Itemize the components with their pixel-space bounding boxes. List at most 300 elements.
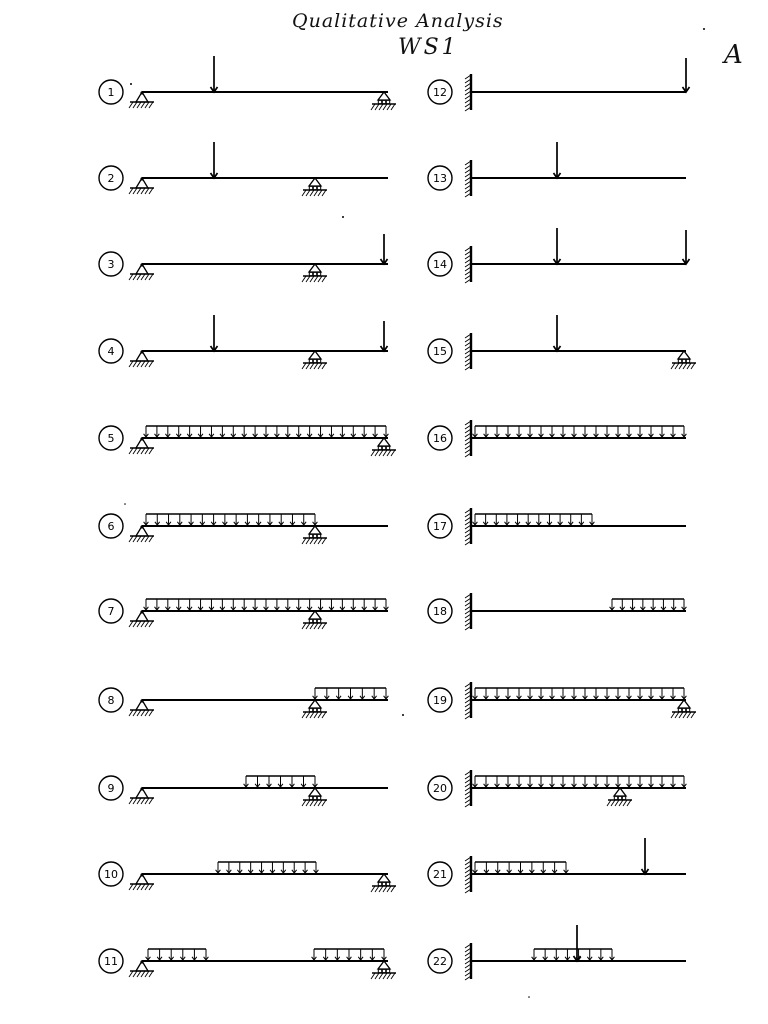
roller-support <box>371 438 396 456</box>
load-arrow <box>256 514 261 525</box>
pin-support <box>129 91 154 108</box>
diagram-number: 18 <box>433 605 447 618</box>
diagram-number: 15 <box>433 345 447 358</box>
point-load-arrow <box>683 230 690 264</box>
load-arrow <box>517 688 522 699</box>
load-arrow <box>568 514 573 525</box>
load-arrow <box>473 776 478 787</box>
load-arrow <box>244 776 249 787</box>
load-arrow <box>275 426 280 437</box>
roller-support <box>302 700 327 718</box>
load-arrow <box>616 776 621 787</box>
ground-hatch <box>302 363 327 369</box>
load-arrow <box>348 688 353 699</box>
ground-hatch <box>671 363 696 369</box>
load-arrow <box>384 688 389 699</box>
roller-support <box>302 178 327 196</box>
beam-diagram-12 <box>428 58 690 111</box>
load-arrow <box>528 688 533 699</box>
load-arrow <box>561 776 566 787</box>
load-arrow <box>638 426 643 437</box>
pin-support <box>129 263 154 280</box>
load-arrow <box>209 599 214 610</box>
pin-support <box>129 873 154 890</box>
distributed-load <box>473 862 569 873</box>
load-arrow <box>671 776 676 787</box>
diagram-number: 6 <box>107 520 115 533</box>
load-arrow <box>529 862 534 873</box>
ground-hatch <box>129 621 154 627</box>
load-arrow <box>539 426 544 437</box>
load-arrow <box>543 949 548 960</box>
load-arrow <box>279 514 284 525</box>
load-arrow <box>495 688 500 699</box>
load-arrow <box>594 776 599 787</box>
distributed-load <box>532 949 615 960</box>
load-arrow <box>360 688 365 699</box>
load-arrow <box>572 776 577 787</box>
load-arrow <box>372 688 377 699</box>
roller-support <box>302 788 327 806</box>
load-arrow <box>572 426 577 437</box>
beam-diagram-3 <box>99 234 388 282</box>
diagram-number: 14 <box>433 258 447 271</box>
beam-diagram-7 <box>99 599 388 629</box>
load-arrow <box>579 514 584 525</box>
ground-hatch <box>129 188 154 194</box>
roller-support <box>371 92 396 110</box>
diagram-number: 1 <box>107 86 115 99</box>
load-arrow <box>572 688 577 699</box>
ground-hatch <box>302 276 327 282</box>
load-arrow <box>598 949 603 960</box>
load-arrow <box>220 599 225 610</box>
fixed-wall <box>465 770 471 807</box>
load-arrow <box>281 862 286 873</box>
beam-diagram-10 <box>99 862 396 892</box>
ground-hatch <box>129 971 154 977</box>
point-load-arrow <box>642 838 649 874</box>
roller-support <box>671 700 696 718</box>
diagram-number: 7 <box>107 605 115 618</box>
distributed-load <box>610 599 687 610</box>
load-arrow <box>314 862 319 873</box>
load-arrow <box>264 426 269 437</box>
load-arrow <box>268 514 273 525</box>
load-arrow <box>144 514 149 525</box>
load-arrow <box>554 949 559 960</box>
load-arrow <box>517 776 522 787</box>
load-arrow <box>237 862 242 873</box>
diagram-number: 21 <box>433 868 447 881</box>
load-arrow <box>517 426 522 437</box>
beam-diagram-18 <box>428 593 686 630</box>
load-arrow <box>484 862 489 873</box>
fixed-wall <box>465 74 471 111</box>
load-arrow <box>204 949 209 960</box>
load-arrow <box>166 514 171 525</box>
beam-diagram-5 <box>99 426 396 456</box>
load-arrow <box>222 514 227 525</box>
load-arrow <box>176 599 181 610</box>
load-arrow <box>336 688 341 699</box>
load-arrow <box>558 514 563 525</box>
load-arrow <box>649 426 654 437</box>
load-arrow <box>373 426 378 437</box>
load-arrow <box>547 514 552 525</box>
load-arrow <box>539 776 544 787</box>
beam-diagram-16 <box>428 420 686 457</box>
load-arrow <box>340 599 345 610</box>
load-arrow <box>682 599 687 610</box>
load-arrow <box>536 514 541 525</box>
distributed-load <box>144 514 318 525</box>
load-arrow <box>550 426 555 437</box>
load-arrow <box>267 776 272 787</box>
diagram-number: 9 <box>107 782 115 795</box>
load-arrow <box>561 426 566 437</box>
load-arrow <box>605 688 610 699</box>
ground-hatch <box>302 712 327 718</box>
load-arrow <box>590 514 595 525</box>
ground-hatch <box>302 800 327 806</box>
load-arrow <box>362 426 367 437</box>
ground-hatch <box>302 623 327 629</box>
load-arrow <box>682 688 687 699</box>
load-arrow <box>473 426 478 437</box>
beam-diagram-9 <box>99 776 388 806</box>
load-arrow <box>495 776 500 787</box>
fixed-wall <box>465 943 471 980</box>
load-arrow <box>155 514 160 525</box>
point-load-arrow <box>211 142 218 178</box>
load-arrow <box>340 426 345 437</box>
pin-support <box>129 437 154 454</box>
beam-diagram-2 <box>99 142 388 196</box>
load-arrow <box>253 599 258 610</box>
load-arrow <box>242 426 247 437</box>
load-arrow <box>483 514 488 525</box>
load-arrow <box>329 426 334 437</box>
roller-support <box>371 961 396 979</box>
point-load-arrow <box>554 142 561 178</box>
load-arrow <box>384 599 389 610</box>
load-arrow <box>583 426 588 437</box>
pin-support <box>129 350 154 367</box>
ground-hatch <box>607 800 632 806</box>
ground-hatch <box>371 104 396 110</box>
ground-hatch <box>371 450 396 456</box>
point-load-arrow <box>554 228 561 264</box>
load-arrow <box>539 688 544 699</box>
ground-hatch <box>302 538 327 544</box>
diagram-number: 5 <box>107 432 115 445</box>
point-load-arrow <box>683 58 690 92</box>
load-arrow <box>484 688 489 699</box>
load-arrow <box>373 599 378 610</box>
load-arrow <box>550 688 555 699</box>
load-arrow <box>198 426 203 437</box>
load-arrow <box>506 426 511 437</box>
diagram-number: 17 <box>433 520 447 533</box>
load-arrow <box>473 862 478 873</box>
load-arrow <box>303 862 308 873</box>
worksheet-subtitle: WS1 <box>398 35 459 60</box>
load-arrow <box>594 426 599 437</box>
load-arrow <box>616 426 621 437</box>
load-arrow <box>323 949 328 960</box>
load-arrow <box>307 426 312 437</box>
beam-diagram-4 <box>99 315 388 369</box>
load-arrow <box>226 862 231 873</box>
diagram-number: 10 <box>104 868 118 881</box>
diagram-number: 19 <box>433 694 447 707</box>
beam-diagram-8 <box>99 688 388 718</box>
load-arrow <box>506 776 511 787</box>
load-arrow <box>351 426 356 437</box>
load-arrow <box>290 514 295 525</box>
load-arrow <box>473 688 478 699</box>
load-arrow <box>484 776 489 787</box>
load-arrow <box>278 776 283 787</box>
roller-support <box>671 351 696 369</box>
load-arrow <box>671 426 676 437</box>
diagram-number: 11 <box>104 955 118 968</box>
distributed-load <box>244 776 318 787</box>
load-arrow <box>605 426 610 437</box>
distributed-load <box>473 426 687 437</box>
load-arrow <box>630 599 635 610</box>
load-arrow <box>231 599 236 610</box>
point-load-arrow <box>381 234 388 264</box>
load-arrow <box>313 514 318 525</box>
load-arrow <box>627 688 632 699</box>
distributed-load <box>144 599 389 610</box>
diagram-number: 3 <box>107 258 115 271</box>
load-arrow <box>473 514 478 525</box>
fixed-wall <box>465 508 471 545</box>
load-arrow <box>301 776 306 787</box>
pin-support <box>129 699 154 716</box>
load-arrow <box>275 599 280 610</box>
load-arrow <box>270 862 275 873</box>
load-arrow <box>565 949 570 960</box>
load-arrow <box>290 776 295 787</box>
load-arrow <box>495 426 500 437</box>
load-arrow <box>301 514 306 525</box>
load-arrow <box>594 688 599 699</box>
ground-hatch <box>129 710 154 716</box>
load-arrow <box>180 949 185 960</box>
diagram-number: 2 <box>107 172 115 185</box>
load-arrow <box>146 949 151 960</box>
load-arrow <box>351 599 356 610</box>
load-arrow <box>165 426 170 437</box>
load-arrow <box>347 949 352 960</box>
load-arrow <box>264 599 269 610</box>
load-arrow <box>484 426 489 437</box>
load-arrow <box>384 426 389 437</box>
load-arrow <box>505 514 510 525</box>
load-arrow <box>671 599 676 610</box>
load-arrow <box>583 688 588 699</box>
load-arrow <box>253 426 258 437</box>
load-arrow <box>495 862 500 873</box>
load-arrow <box>234 514 239 525</box>
ground-hatch <box>129 536 154 542</box>
load-arrow <box>541 862 546 873</box>
load-arrow <box>561 688 566 699</box>
roller-support <box>302 526 327 544</box>
roller-support <box>607 788 632 806</box>
beam-diagram-20 <box>428 770 686 807</box>
load-arrow <box>610 949 615 960</box>
distributed-load <box>312 949 387 960</box>
load-arrow <box>616 688 621 699</box>
load-arrow <box>318 426 323 437</box>
load-arrow <box>209 426 214 437</box>
load-arrow <box>587 949 592 960</box>
load-arrow <box>640 599 645 610</box>
load-arrow <box>661 599 666 610</box>
diagram-number: 22 <box>433 955 447 968</box>
load-arrow <box>552 862 557 873</box>
beam-diagram-17 <box>428 508 686 545</box>
diagram-number: 8 <box>107 694 115 707</box>
load-arrow <box>259 862 264 873</box>
load-arrow <box>307 599 312 610</box>
load-arrow <box>216 862 221 873</box>
load-arrow <box>620 599 625 610</box>
point-load-arrow <box>211 56 218 92</box>
load-arrow <box>518 862 523 873</box>
load-arrow <box>292 862 297 873</box>
load-arrow <box>660 426 665 437</box>
distributed-load <box>313 688 389 699</box>
load-arrow <box>605 776 610 787</box>
pin-support <box>129 177 154 194</box>
ground-hatch <box>129 274 154 280</box>
ground-hatch <box>671 712 696 718</box>
load-arrow <box>660 776 665 787</box>
load-arrow <box>312 949 317 960</box>
load-arrow <box>192 949 197 960</box>
distributed-load <box>473 776 687 787</box>
load-arrow <box>296 426 301 437</box>
load-arrow <box>187 426 192 437</box>
point-load-arrow <box>211 315 218 351</box>
load-arrow <box>200 514 205 525</box>
load-arrow <box>242 599 247 610</box>
roller-support <box>302 611 327 629</box>
load-arrow <box>285 426 290 437</box>
load-arrow <box>528 776 533 787</box>
roller-support <box>302 351 327 369</box>
ground-hatch <box>371 973 396 979</box>
distributed-load <box>146 949 209 960</box>
load-arrow <box>255 776 260 787</box>
diagram-number: 13 <box>433 172 447 185</box>
fixed-wall <box>465 160 471 197</box>
load-arrow <box>682 776 687 787</box>
load-arrow <box>358 949 363 960</box>
beam-diagram-11 <box>99 949 396 979</box>
load-arrow <box>335 949 340 960</box>
load-arrow <box>296 599 301 610</box>
load-arrow <box>155 599 160 610</box>
load-arrow <box>660 688 665 699</box>
load-arrow <box>507 862 512 873</box>
load-arrow <box>506 688 511 699</box>
load-arrow <box>285 599 290 610</box>
load-arrow <box>627 776 632 787</box>
load-arrow <box>564 862 569 873</box>
load-arrow <box>169 949 174 960</box>
load-arrow <box>638 688 643 699</box>
worksheet-version: A <box>724 40 743 70</box>
pin-support <box>129 960 154 977</box>
fixed-wall <box>465 420 471 457</box>
beam-diagram-15 <box>428 315 696 370</box>
fixed-wall <box>465 682 471 719</box>
distributed-load <box>473 688 687 699</box>
point-load-arrow <box>574 925 581 961</box>
load-arrow <box>177 514 182 525</box>
beam-diagram-22 <box>428 925 686 980</box>
ground-hatch <box>129 884 154 890</box>
pin-support <box>129 525 154 542</box>
load-arrow <box>324 688 329 699</box>
load-arrow <box>231 426 236 437</box>
roller-support <box>302 264 327 282</box>
pin-support <box>129 787 154 804</box>
load-arrow <box>627 426 632 437</box>
fixed-wall <box>465 333 471 370</box>
fixed-wall <box>465 856 471 893</box>
distributed-load <box>216 862 319 873</box>
load-arrow <box>550 776 555 787</box>
ground-hatch <box>129 448 154 454</box>
load-arrow <box>682 426 687 437</box>
load-arrow <box>638 776 643 787</box>
load-arrow <box>313 776 318 787</box>
load-arrow <box>211 514 216 525</box>
load-arrow <box>649 776 654 787</box>
load-arrow <box>187 599 192 610</box>
load-arrow <box>526 514 531 525</box>
diagram-number: 12 <box>433 86 447 99</box>
distributed-load <box>473 514 595 525</box>
load-arrow <box>515 514 520 525</box>
load-arrow <box>318 599 323 610</box>
load-arrow <box>220 426 225 437</box>
load-arrow <box>370 949 375 960</box>
load-arrow <box>329 599 334 610</box>
fixed-wall <box>465 246 471 283</box>
diagram-number: 16 <box>433 432 447 445</box>
load-arrow <box>362 599 367 610</box>
beam-diagram-14 <box>428 228 690 283</box>
load-arrow <box>144 426 149 437</box>
point-load-arrow <box>381 321 388 351</box>
ground-hatch <box>129 102 154 108</box>
diagram-number: 20 <box>433 782 447 795</box>
ground-hatch <box>129 361 154 367</box>
point-load-arrow <box>554 315 561 351</box>
load-arrow <box>155 426 160 437</box>
beam-diagram-13 <box>428 142 686 197</box>
distributed-load <box>144 426 389 437</box>
